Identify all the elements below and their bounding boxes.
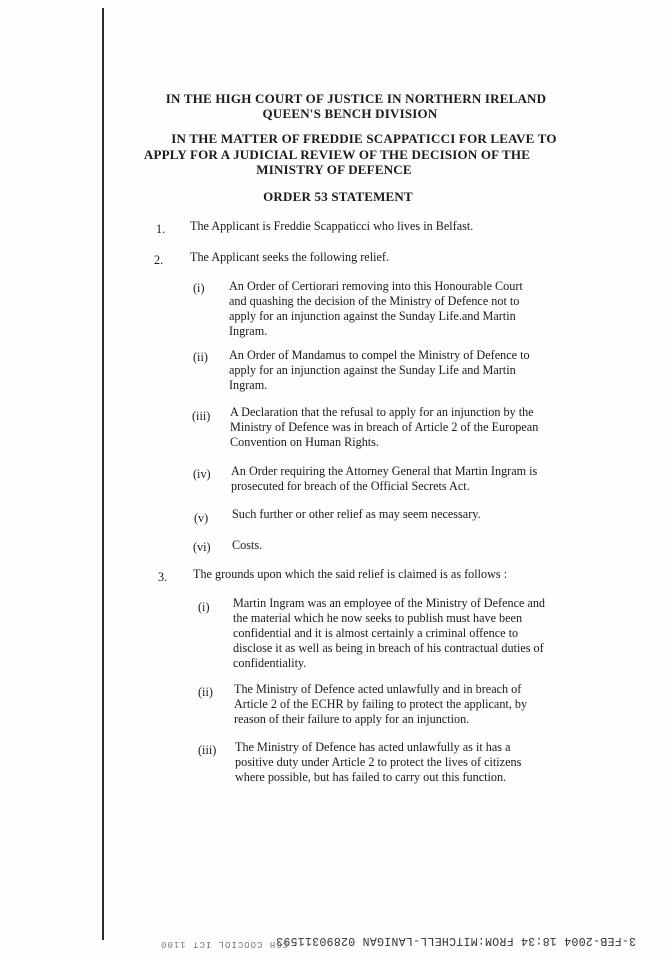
relief-line: An Order of Certiorari removing into this Honourable Court <box>229 279 523 293</box>
relief-line: Ingram. <box>229 324 268 338</box>
relief-number: (vi) <box>193 540 211 554</box>
relief-line: and quashing the decision of the Ministry of Defence not to <box>229 294 520 308</box>
ground-line: reason of their failure to apply for an injunction. <box>234 712 470 726</box>
ground-line: The Ministry of Defence has acted unlawfully as it has a <box>235 740 511 754</box>
relief-line: Ingram. <box>229 378 268 392</box>
matter-line-2: APPLY FOR A JUDICIAL REVIEW OF THE DECISION OF THE <box>143 147 531 162</box>
relief-number: (iv) <box>193 467 211 481</box>
ground-line: Article 2 of the ECHR by failing to protect the applicant, by <box>234 697 528 711</box>
ground-line: disclose it as well as being in breach of his contractual duties of <box>233 641 544 655</box>
ground-number: (ii) <box>198 685 213 699</box>
relief-number: (iii) <box>192 409 211 423</box>
ground-line: confidentiality. <box>233 656 307 670</box>
matter-line-3: MINISTRY OF DEFENCE <box>256 162 412 177</box>
paragraph-number: 1. <box>156 222 166 236</box>
paragraph-text: The grounds upon which the said relief is claimed is as follows : <box>193 567 508 581</box>
ground-number: (iii) <box>198 743 217 757</box>
relief-line: Such further or other relief as may seem necessary. <box>232 507 481 521</box>
relief-line: Costs. <box>232 538 263 552</box>
ground-line: Martin Ingram was an employee of the Ministry of Defence and <box>233 596 546 610</box>
relief-number: (i) <box>193 281 205 295</box>
ground-line: positive duty under Article 2 to protect the lives of citizens <box>235 755 522 769</box>
relief-line: apply for an injunction against the Sunday Life and Martin <box>229 363 516 377</box>
statement-title: ORDER 53 STATEMENT <box>263 189 413 204</box>
relief-line: Convention on Human Rights. <box>230 435 379 449</box>
ground-line: The Ministry of Defence acted unlawfully and in breach of <box>234 682 522 696</box>
relief-line: An Order of Mandamus to compel the Ministry of Defence to <box>229 348 530 362</box>
paragraph-text: The Applicant seeks the following relief. <box>190 250 390 264</box>
ground-number: (i) <box>198 600 210 614</box>
court-title: IN THE HIGH COURT OF JUSTICE IN NORTHERN IRELAND <box>165 91 547 106</box>
relief-line: A Declaration that the refusal to apply for an injunction by the <box>230 405 534 419</box>
fax-header-footer: 3-FEB-2004 18:34 FROM:MITCHELL-LANIGAN 02890311593 <box>275 934 636 947</box>
paragraph-text: The Applicant is Freddie Scappaticci who lives in Belfast. <box>190 219 474 233</box>
relief-line: prosecuted for breach of the Official Secrets Act. <box>231 479 470 493</box>
relief-number: (v) <box>194 511 209 525</box>
paragraph-number: 3. <box>158 570 168 584</box>
ground-line: the material which he now seeks to publish must have been <box>233 611 523 625</box>
relief-line: apply for an injunction against the Sunday Life.and Martin <box>229 309 516 323</box>
relief-number: (ii) <box>193 350 208 364</box>
ground-line: where possible, but has failed to carry out this function. <box>235 770 507 784</box>
relief-line: Ministry of Defence was in breach of Article 2 of the European <box>230 420 539 434</box>
ground-line: confidential and it is almost certainly a criminal offence to <box>233 626 519 640</box>
matter-line-1: IN THE MATTER OF FREDDIE SCAPPATICCI FOR LEAVE TO <box>171 131 557 146</box>
court-division: QUEEN'S BENCH DIVISION <box>262 106 438 121</box>
paragraph-number: 2. <box>154 253 164 267</box>
fax-footer-fragment: CCH COOCIOL ICT 1100 <box>160 939 289 949</box>
relief-line: An Order requiring the Attorney General that Martin Ingram is <box>231 464 538 478</box>
